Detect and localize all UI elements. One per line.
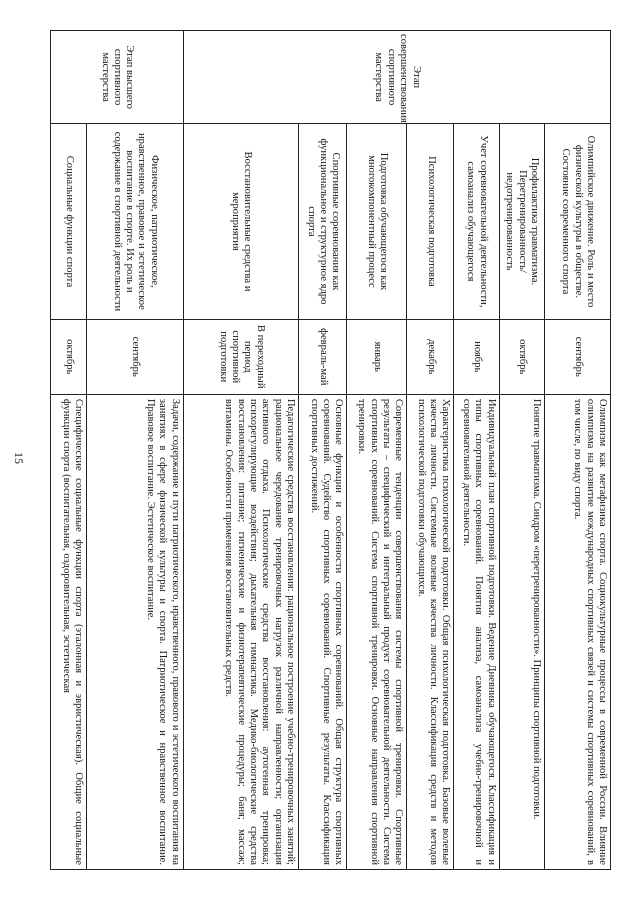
topic-cell: Подготовка обучающегося как многокомпонентный процесс (347, 124, 407, 319)
content-cell: Современные тенденции совершенствования системы спортивной тренировки. Спортивные результаты – специфический и интегральный продукт соревновательной деятельности. Система спортивных соревнований. Система спортивной тренировки. Основные направления спортивной тренировки. (347, 394, 407, 869)
table-row (183, 31, 299, 870)
table-row (299, 31, 347, 870)
table-row (347, 31, 407, 870)
period-cell: сентябрь (544, 319, 610, 394)
table-row (51, 31, 87, 870)
period-cell: декабрь (407, 319, 454, 394)
table-row (499, 31, 544, 870)
content-cell: Олимпизм как метафизика спорта. Социокультурные процессы в современной России. Влияние олимпизма на развитие международных спортивных связей и системы спортивных соревнований, в том числе, по виду спорта. (544, 394, 610, 869)
table-row (544, 31, 610, 870)
period-cell: февраль-май (299, 319, 347, 394)
topic-cell: Профилактика травматизма. Перетренированность/ недотренированность (499, 124, 544, 319)
topic-cell: Восстановительные средства и мероприятия (183, 124, 299, 319)
content-cell: Задачи, содержание и пути патриотического, нравственного, правового и эстетического воспитания на занятиях в сфере физической культуры и спорта. Патриотическое и нравственное воспитание. Правовое воспитание. Эстетическое воспитание. (87, 394, 183, 869)
program-table (50, 30, 611, 870)
content-cell: Понятие травматизма. Синдром «перетренированности». Принципы спортивной подготовки. (499, 394, 544, 869)
period-cell: сентябрь (87, 319, 183, 394)
content-cell: Основные функции и особенности спортивных соревнований. Общая структура спортивных соревнований. Судейство спортивных соревнований. Спортивные результаты. Классификация спортивных достижений. (299, 394, 347, 869)
content-cell: Индивидуальный план спортивной подготовки. Ведение Дневника обучающегося. Классификация и типы спортивных соревнований. Понятия анализа, самоанализа учебно-тренировочной и соревновательной деятельности. (454, 394, 499, 869)
table-row (407, 31, 454, 870)
content-cell: Специфические социальные функции спорта (эталонная и эвристическая). Общие социальные функции спорта (воспитательная, оздоровительная, эстетическая (51, 394, 87, 869)
topic-cell: Физическое, патриотическое, нравственное, правовое и эстетическое воспитание в спорте. Их роль и содержание в спортивной деятельности (87, 124, 183, 319)
period-cell: октябрь (51, 319, 87, 394)
topic-cell: Олимпийское движение. Роль и место физической культуры в обществе. Состояние современного спорта (544, 124, 610, 319)
content-cell: Характеристика психологической подготовки. Общая психологическая подготовка. Базовые волевые качества личности. Системные волевые качества личности. Классификация средств и методов психологической подготовки обучающихся. (407, 394, 454, 869)
table-row (454, 31, 499, 870)
content-cell: Педагогические средства восстановления: рациональное построение учебно-тренировочных занятий; рациональное чередование тренировочных нагрузок различной направленности; организация активного отдыха. Психологические средства восстановления: аутогенная тренировка; психорегулирующие воздействия; дыхательная гимнастика. Медико-биологические средства восстановления: питание; гигиенические и физиотерапевтические процедуры; баня; массаж; витамины. Особенности применения восстановительных средств. (183, 394, 299, 869)
period-cell: январь (347, 319, 407, 394)
table-row (87, 31, 183, 870)
page-number: 15 (12, 452, 26, 464)
topic-cell: Учет соревновательной деятельности, самоанализ обучающегося (454, 124, 499, 319)
stage-cell: Этап высшего спортивного мастерства (51, 31, 184, 124)
period-cell: ноябрь (454, 319, 499, 394)
rotated-page (50, 30, 611, 870)
stage-cell: Этап совершенствования спортивного мастерства (183, 31, 610, 124)
period-cell: В переходный период спортивной подготовки (183, 319, 299, 394)
topic-cell: Психологическая подготовка (407, 124, 454, 319)
topic-cell: Социальные функции спорта (51, 124, 87, 319)
topic-cell: Спортивные соревнования как функциональное и структурное ядро спорта (299, 124, 347, 319)
period-cell: октябрь (499, 319, 544, 394)
